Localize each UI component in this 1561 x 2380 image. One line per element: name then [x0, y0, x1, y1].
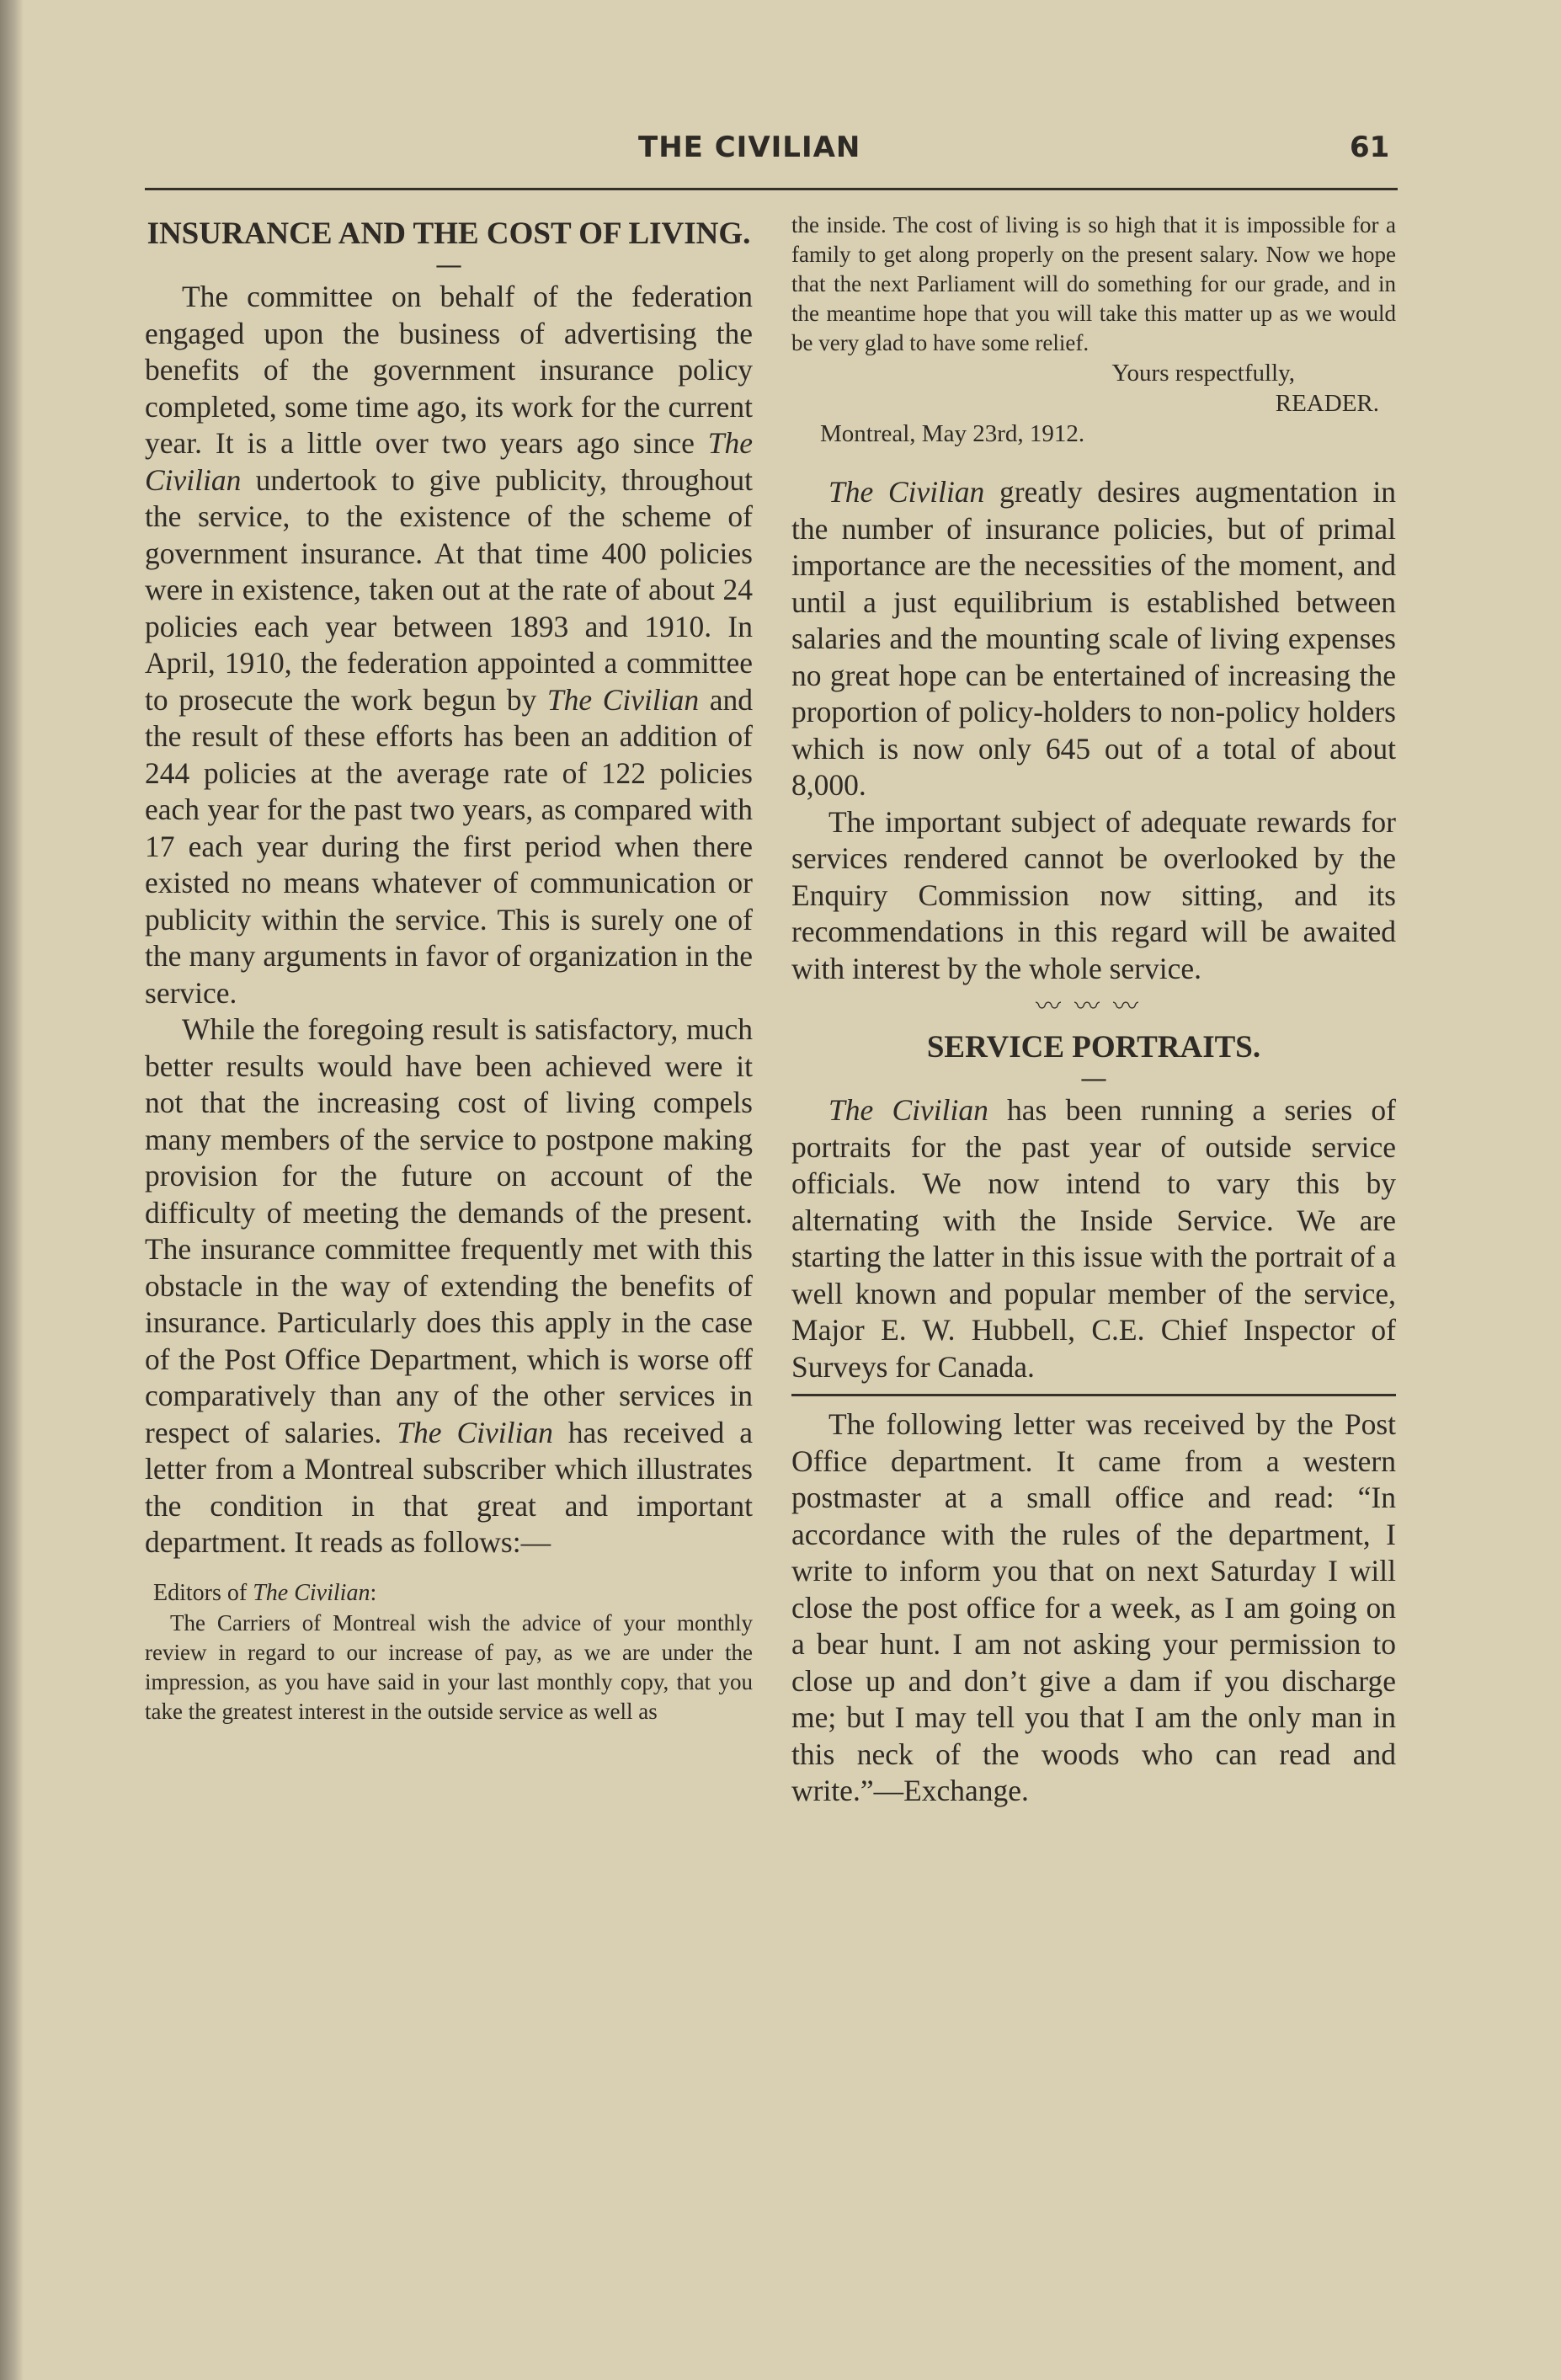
letter-signoff: Yours respectfully,: [1111, 360, 1295, 387]
letter-salutation: [153, 1578, 753, 1609]
publication-name: The Civilian: [828, 475, 985, 509]
text-segment: greatly desires augmentation in the number of insurance policies, but of primal importance are the necessities of the moment, and until a just equilibrium is established between salaries and the mounting scale of living expenses no great hope can be entertained of increasing the proportion of policy-holders to non-policy holders which is now only 645 out of a total of about 8,000.: [791, 475, 1396, 802]
paragraph-postmaster-letter: The following letter was received by the Post Office department. It came from a western postmaster at a small office and read: “In accordance with the rules of the department, I write to inform you that on next Saturday I will close the post office for a week, as I am going on a bear hunt. I am not asking your permission to close up and don’t give a dam if you discharge me; but I may tell you that I am the only man in this neck of the woods who can read and write.”—Exchange.: [791, 1407, 1396, 1807]
publication-name: The Civilian: [828, 1093, 988, 1127]
title-dash: —: [1080, 1062, 1107, 1094]
header-rule: [145, 188, 1398, 190]
publication-name: The Civilian: [253, 1579, 370, 1606]
letter-body-part-two: the inside. The cost of living is so high that it is impossible for a family to get along properly on the present salary. Now we hope that the next Parliament will do something for our grade, and in the meantime hope that you will take this matter up as we would be very glad to have some relief.: [791, 212, 1396, 355]
text-segment: The committee on behalf of the federation engaged upon the business of advertising the benefits of the government insurance policy completed, some time ago, its work for the current year. It is a little over two years ago since: [145, 280, 753, 460]
letter-dateline: Montreal, May 23rd, 1912.: [820, 420, 1085, 447]
text-segment: undertook to give publicity, throughout the service, to the existence of the scheme of government insurance. At that time 400 policies were in existence, taken out at the rate of about 24 policies each year between 1893 and 1910. In April, 1910, the federation appointed a committee to prosecute the work begun by: [145, 462, 753, 717]
paragraph-enquiry-commission: The important subject of adequate rewards for services rendered cannot be overlooked by the Enquiry Commission now sitting, and its recommendations in this regard will be awaited with interest by the whole service.: [791, 804, 1396, 985]
paragraph-insurance-committee: [145, 279, 753, 1011]
paragraph-cost-of-living: [145, 1011, 753, 1561]
page-binding-shadow: [0, 0, 24, 2380]
running-header-title: THE CIVILIAN: [638, 131, 861, 164]
publication-name: The Civilian: [145, 426, 753, 497]
letter-signature: READER.: [1275, 390, 1379, 417]
text-segment: While the foregoing result is satisfactory, much better results would have been achieved were it not that the increasing cost of living compels many members of the service to postpone making provision for the future on account of the difficulty of meeting the demands of the present. The insurance committee frequently met with this obstacle in the way of extending the benefits of insurance. Particularly does this apply in the case of the Post Office Department, which is worse off comparatively than any of the other services in respect of salaries.: [145, 1012, 753, 1449]
text-segment: Editors of: [153, 1579, 253, 1606]
publication-name: The Civilian: [397, 1415, 553, 1449]
letter-body-part-one: The Carriers of Montreal wish the advice of your monthly review in regard to our increase of pay, as we are under the impression, as you have said in your last monthly copy, that you take the greatest interest in the outside service as well as: [145, 1609, 753, 1724]
paragraph-augmentation: [791, 474, 1396, 804]
text-segment: has received a letter from a Montreal subscriber which illustrates the condition in that great and important department. It reads as follows:—: [145, 1415, 753, 1559]
text-segment: has been running a series of portraits for the past year of outside service officials. We now intend to vary this by alternating with the Inside Service. We are starting the latter in this issue with the portrait of a well known and popular member of the service, Major E. W. Hubbell, C.E. Chief Inspector of Surveys for Canada.: [791, 1093, 1396, 1384]
publication-name: The Civilian: [546, 682, 700, 717]
left-column: [145, 211, 753, 1726]
section-rule: [791, 1394, 1396, 1396]
paragraph-service-portraits: [791, 1092, 1396, 1385]
text-segment: :: [370, 1579, 377, 1606]
article-title-insurance: INSURANCE AND THE COST OF LIVING.: [147, 216, 751, 251]
article-title-service-portraits: SERVICE PORTRAITS.: [926, 1030, 1261, 1065]
right-column: [791, 211, 1396, 1810]
text-segment: and the result of these efforts has been an addition of 244 policies at the average rate of 122 policies each year for the past two years, as compared with 17 each year during the first period when there existed no means whatever of communication or publicity within the service. This is surely one of the many arguments in favor of organization in the service.: [145, 682, 753, 1010]
title-dash: —: [435, 248, 462, 280]
section-ornament: 〰〰〰: [1036, 992, 1152, 1022]
page-number: 61: [1350, 131, 1390, 164]
